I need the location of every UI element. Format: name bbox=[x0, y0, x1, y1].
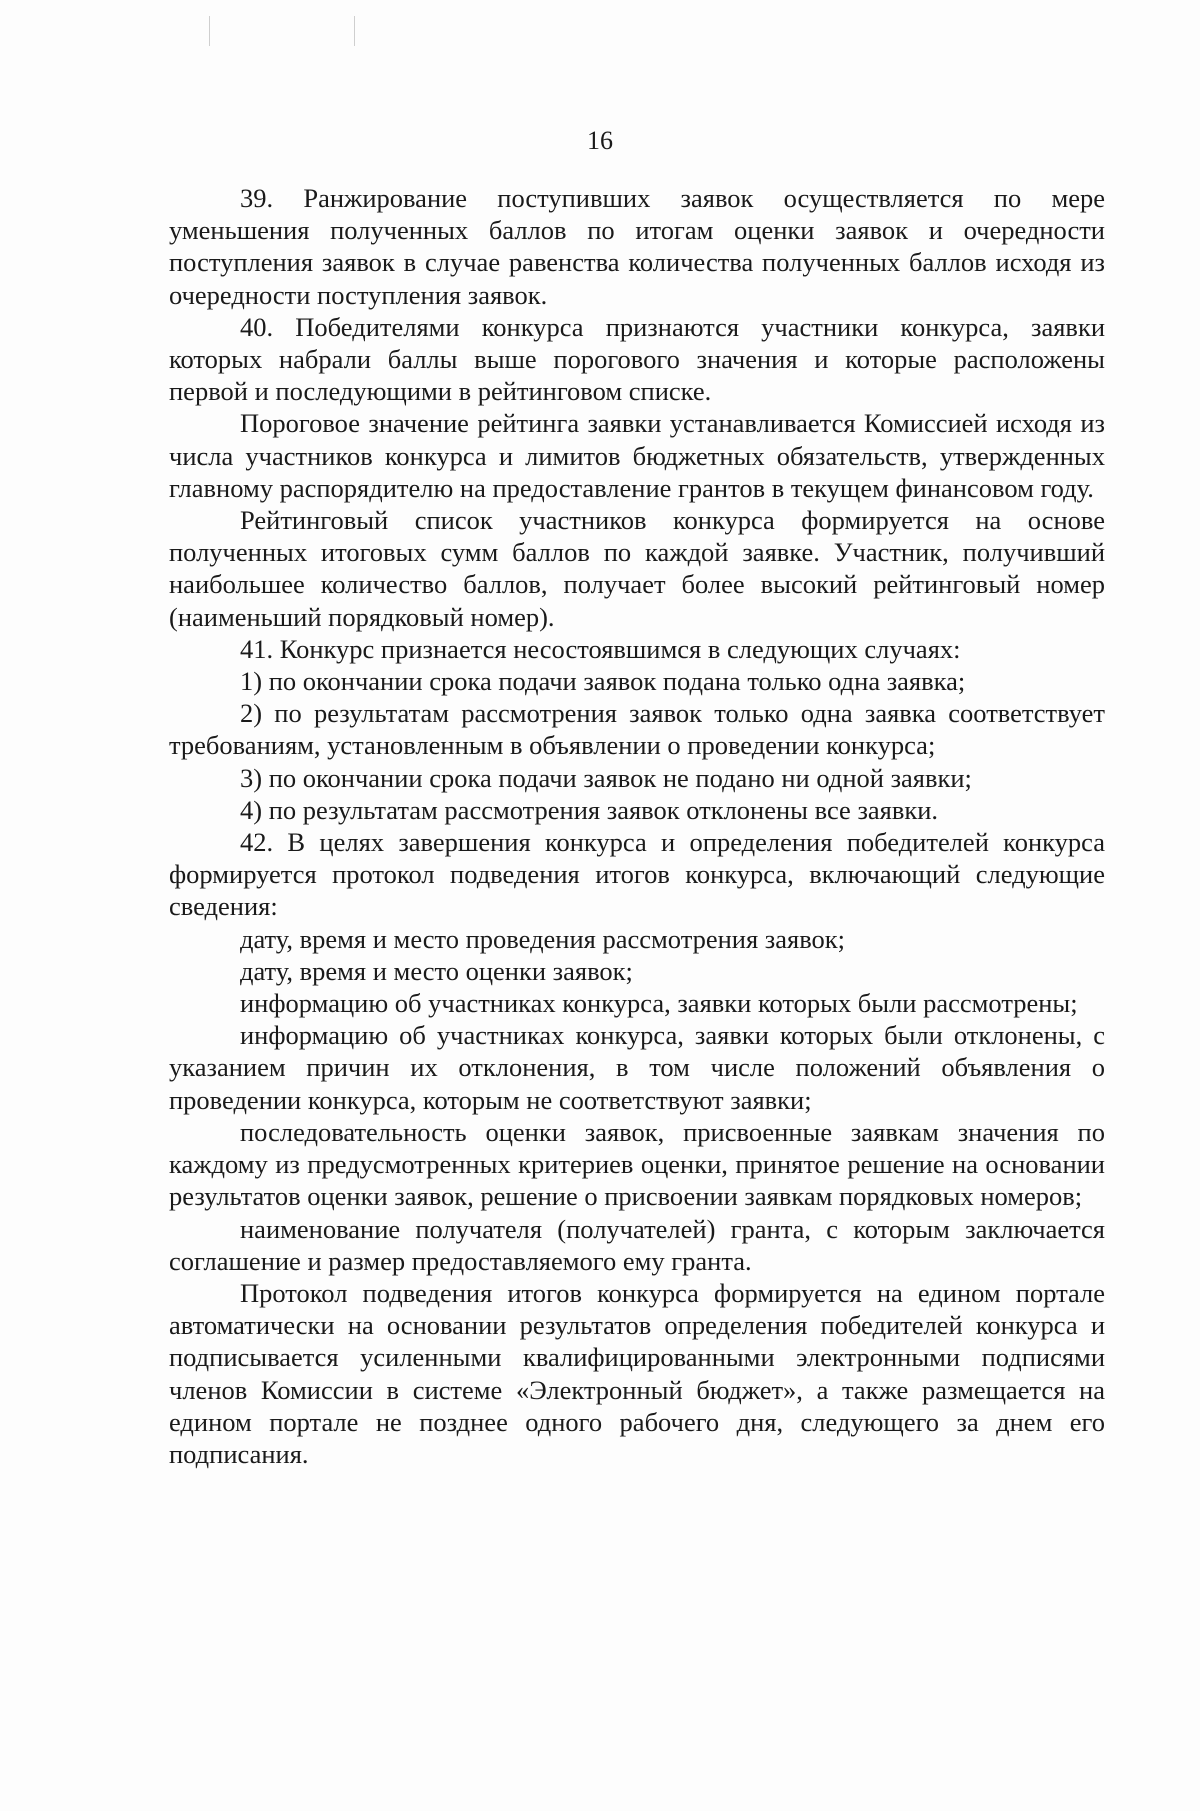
list-item-42-rejected: информацию об участниках конкурса, заявки которых были отклонены, с указанием причин их отклонения, в том числе положений объявления о проведении конкурса, которым не соответствуют заявки; bbox=[169, 1020, 1105, 1115]
list-item-41-1: 1) по окончании срока подачи заявок подана только одна заявка; bbox=[240, 666, 966, 697]
list-item-41-4: 4) по результатам рассмотрения заявок отклонены все заявки. bbox=[240, 794, 939, 825]
list-item-42-sequence: последовательность оценки заявок, присвоенные заявкам значения по каждому из предусмотренных критериев оценки, принятое решение на основании результатов оценки заявок, решение о присвоении заявкам порядковых номеров; bbox=[169, 1116, 1105, 1212]
list-item-42-date-review: дату, время и место проведения рассмотрения заявок; bbox=[240, 923, 846, 954]
paragraph-40: 40. Победителями конкурса признаются участники конкурса, заявки которых набрали баллы выше порогового значения и которые расположены первой и последующими в рейтинговом списке. bbox=[169, 311, 1105, 407]
paragraph-39: 39. Ранжирование поступивших заявок осуществляется по мере уменьшения полученных баллов по итогам оценки заявок и очередности поступления заявок в случае равенства количества полученных баллов исходя из очередности поступления заявок. bbox=[169, 183, 1105, 310]
paragraph-rating-list: Рейтинговый список участников конкурса формируется на основе полученных итоговых сумм баллов по каждой заявке. Участник, получивший наибольшее количество баллов, получает более высокий рейтинговый номер (наименьший порядковый номер). bbox=[169, 505, 1105, 632]
paragraph-threshold: Пороговое значение рейтинга заявки устанавливается Комиссией исходя из числа участников конкурса и лимитов бюджетных обязательств, утвержденных главному распорядителю на предоставление грантов в текущем финансовом году. bbox=[169, 408, 1105, 503]
paragraph-42: 42. В целях завершения конкурса и определения победителей конкурса формируется протокол подведения итогов конкурса, включающий следующие сведения: bbox=[169, 827, 1105, 922]
list-item-41-2: 2) по результатам рассмотрения заявок только одна заявка соответствует требованиям, установленным в объявлении о проведении конкурса; bbox=[169, 698, 1105, 761]
paragraph-protocol: Протокол подведения итогов конкурса формируется на едином портале автоматически на основании результатов определения победителей конкурса и подписывается усиленными квалифицированными электронными подписями членов Комиссии в системе «Электронный бюджет», а также размещается на едином портале не позднее одного рабочего дня, следующего за днем его подписания. bbox=[169, 1277, 1105, 1469]
list-item-41-3: 3) по окончании срока подачи заявок не подано ни одной заявки; bbox=[240, 762, 972, 793]
list-item-42-reviewed: информацию об участниках конкурса, заявки которых были рассмотрены; bbox=[240, 988, 1078, 1019]
paragraph-41: 41. Конкурс признается несостоявшимся в следующих случаях: bbox=[240, 633, 961, 664]
list-item-42-recipient: наименование получателя (получателей) гранта, с которым заключается соглашение и размер предоставляемого ему гранта. bbox=[169, 1213, 1105, 1276]
page-number: 16 bbox=[587, 126, 613, 155]
scan-artifact-line bbox=[354, 16, 355, 46]
scan-artifact-line bbox=[209, 16, 210, 46]
list-item-42-date-evaluation: дату, время и место оценки заявок; bbox=[240, 955, 633, 986]
document-body bbox=[169, 182, 1105, 1470]
